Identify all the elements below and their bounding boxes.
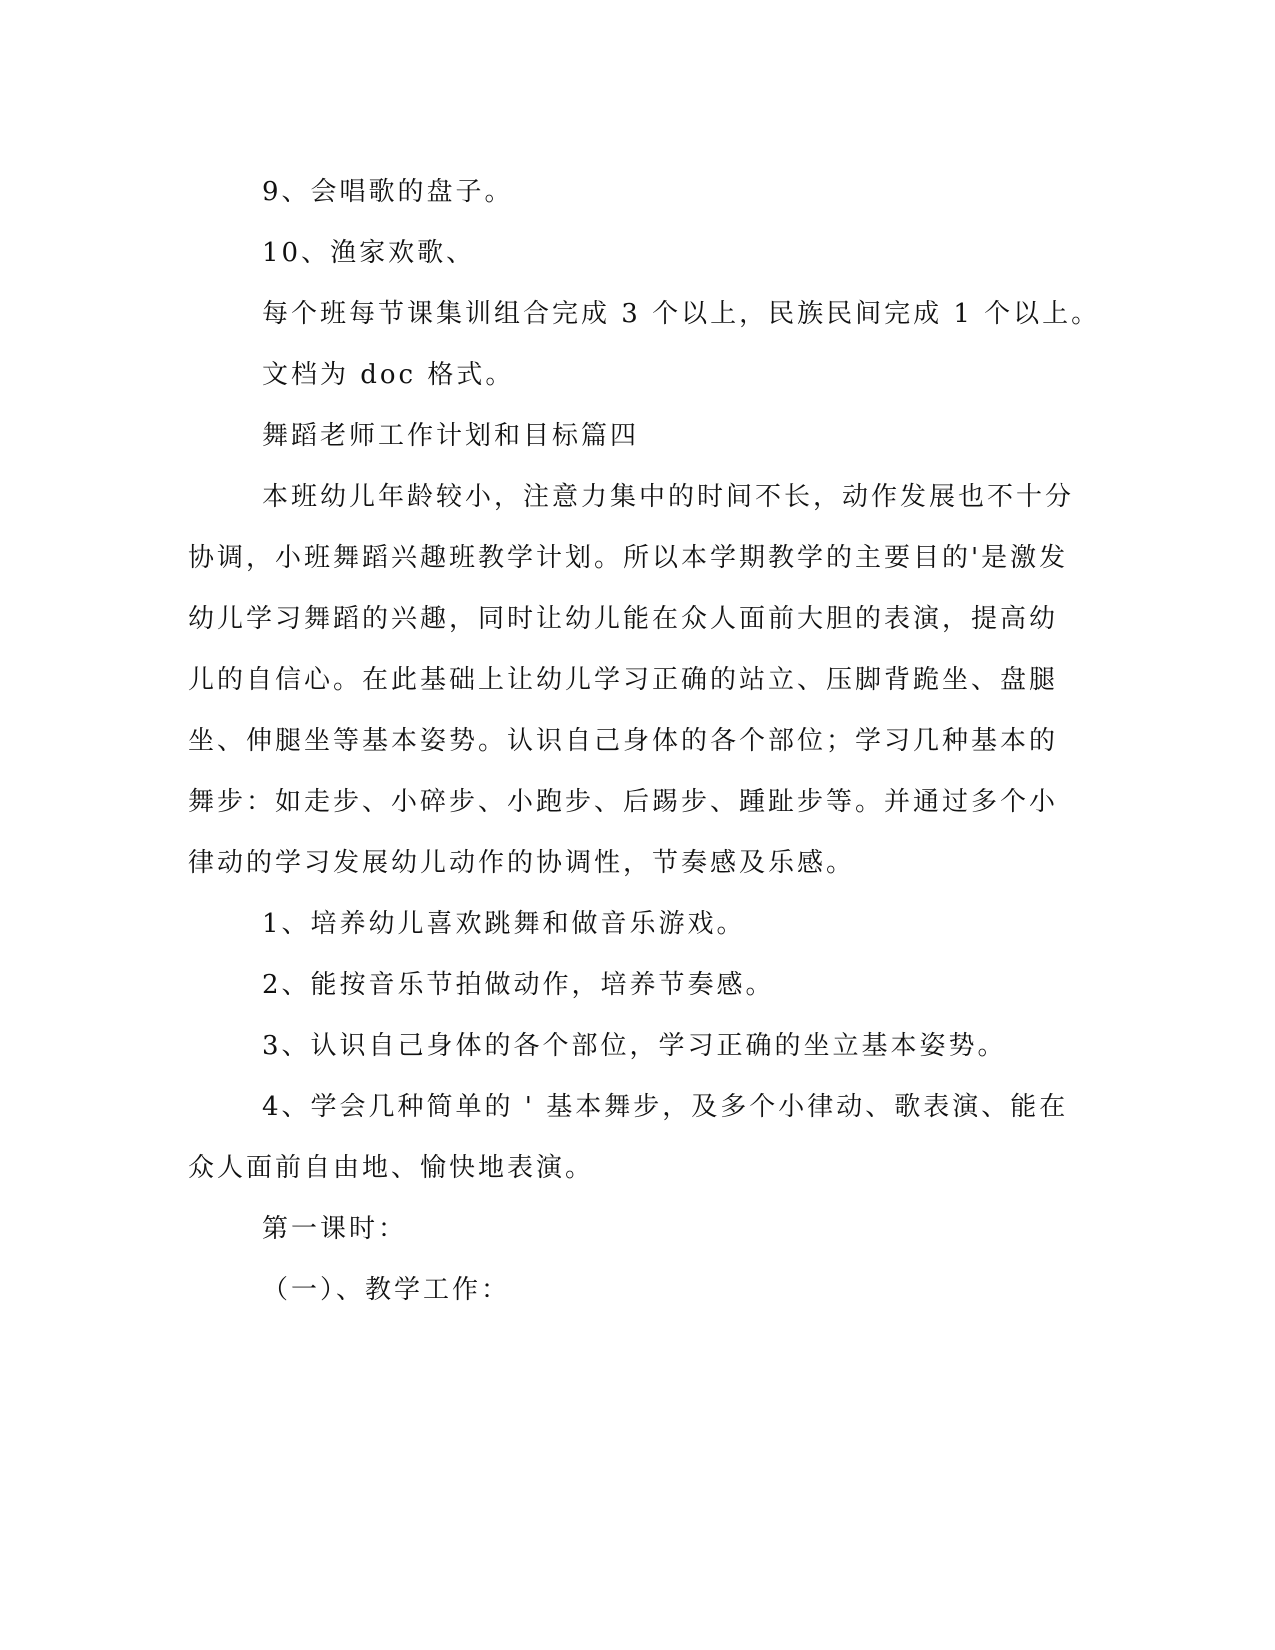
goal-item-1: 1、培养幼儿喜欢跳舞和做音乐游戏。: [262, 909, 746, 939]
list-item-10: 10、渔家欢歌、: [262, 238, 476, 268]
goal-item-3: 3、认识自己身体的各个部位，学习正确的坐立基本姿势。: [262, 1031, 1007, 1061]
paragraph-line: 4、学会几种简单的 ' 基本舞步，及多个小律动、歌表演、能在: [262, 1092, 1069, 1122]
goal-item-4: [188, 1077, 1068, 1199]
goal-item-2: 2、能按音乐节拍做动作，培养节奏感。: [262, 970, 775, 1000]
paragraph-line: 坐、伸腿坐等基本姿势。认识自己身体的各个部位；学习几种基本的: [188, 726, 1059, 756]
paragraph-line: 本班幼儿年龄较小，注意力集中的时间不长，动作发展也不十分: [262, 482, 1075, 512]
paragraph-line: 幼儿学习舞蹈的兴趣，同时让幼儿能在众人面前大胆的表演，提高幼: [188, 604, 1059, 634]
subsection-heading: （一）、教学工作：: [262, 1275, 511, 1305]
document-body: [188, 162, 1101, 1321]
paragraph-line: 舞步：如走步、小碎步、小跑步、后踢步、踵趾步等。并通过多个小: [188, 787, 1059, 817]
list-item-9: 9、会唱歌的盘子。: [262, 177, 514, 207]
section-heading: 舞蹈老师工作计划和目标篇四: [262, 421, 640, 451]
format-note: 文档为 doc 格式。: [262, 360, 515, 390]
paragraph-line: 协调，小班舞蹈兴趣班教学计划。所以本学期教学的主要目的'是激发: [188, 543, 1069, 573]
paragraph-line: 众人面前自由地、愉快地表演。: [188, 1153, 595, 1183]
paragraph-line: 儿的自信心。在此基础上让幼儿学习正确的站立、压脚背跪坐、盘腿: [188, 665, 1059, 695]
intro-paragraph: [188, 467, 1075, 894]
training-note: 每个班每节课集训组合完成 3 个以上，民族民间完成 1 个以上。: [262, 299, 1101, 329]
lesson-heading: 第一课时：: [262, 1214, 408, 1244]
paragraph-line: 律动的学习发展幼儿动作的协调性，节奏感及乐感。: [188, 848, 856, 878]
